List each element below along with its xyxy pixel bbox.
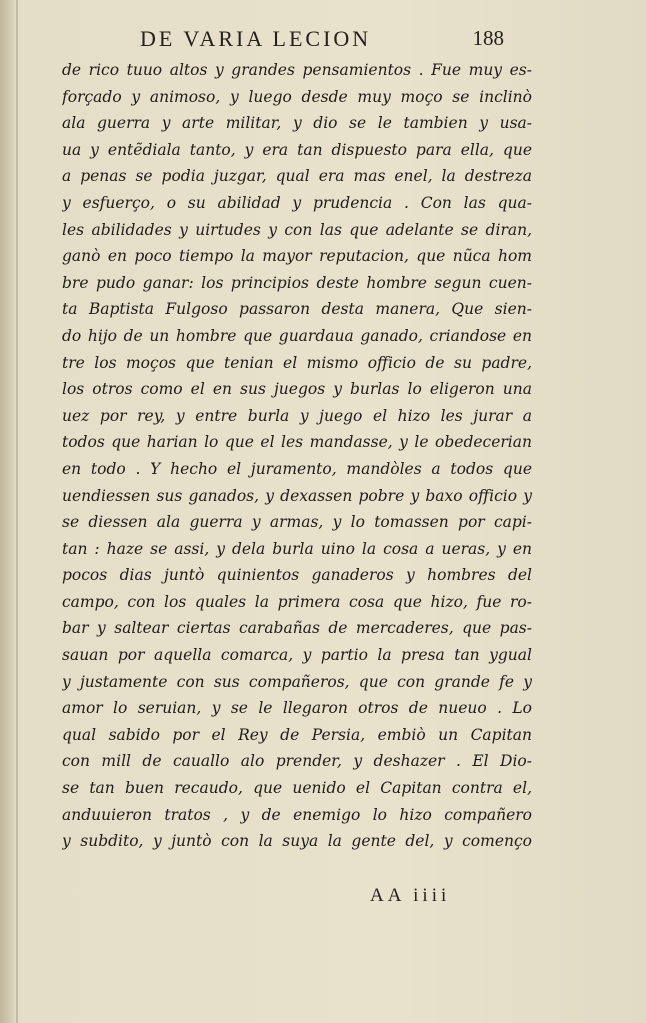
text-line: do hijo de un hombre que guardaua ganado, criandose en xyxy=(62,326,532,345)
text-line: bre pudo ganar: los principios deste hombre segun cuen- xyxy=(62,273,532,292)
text-line: los otros como el en sus juegos y burlas lo eligeron una xyxy=(62,380,532,399)
text-line: tre los moços que tenian el mismo officio de su padre, xyxy=(62,353,532,372)
body-text xyxy=(62,57,532,855)
text-line: a penas se podia juzgar, qual era mas enel, la destreza xyxy=(62,167,532,186)
text-line: ta Baptista Fulgoso passaron desta manera, Que sien- xyxy=(62,300,532,319)
spine-shadow xyxy=(0,0,16,1023)
text-line: les abilidades y uirtudes y con las que adelante se diran, xyxy=(62,220,532,239)
text-line: todos que harian lo que el les mandasse, y le obedecerian xyxy=(62,433,532,452)
text-line: en todo . Y hecho el juramento, mandòles a todos que xyxy=(62,459,532,478)
running-title: DE VARIA LECION xyxy=(140,26,372,51)
text-line: bar y saltear ciertas carabañas de mercaderes, que pas- xyxy=(62,619,532,638)
text-line: se diessen ala guerra y armas, y lo tomassen por capi- xyxy=(62,513,532,532)
text-line: ala guerra y arte militar, y dio se le tambien y usa- xyxy=(62,114,532,133)
text-line: ganò en poco tiempo la mayor reputacion, que nũca hom xyxy=(62,247,532,266)
text-line: tan : haze se assi, y dela burla uino la cosa a ueras, y en xyxy=(62,539,532,558)
page-header xyxy=(140,26,520,52)
text-line: forçado y animoso, y luego desde muy moço se inclinò xyxy=(62,87,532,106)
text-line: pocos dias juntò quinientos ganaderos y hombres del xyxy=(62,566,532,585)
text-line: amor lo seruian, y se le llegaron otros de nueuo . Lo xyxy=(62,699,532,718)
spine-fold xyxy=(16,0,18,1023)
text-line: con mill de cauallo alo prender, y deshazer . El Dio- xyxy=(62,752,532,771)
page-number: 188 xyxy=(472,26,504,50)
text-line: y subdito, y juntò con la suya la gente del, y començo xyxy=(62,832,532,851)
signature-mark: AA iiii xyxy=(370,885,451,906)
text-line: campo, con los quales la primera cosa que hizo, fue ro- xyxy=(62,592,532,611)
text-line: de rico tuuo altos y grandes pensamientos . Fue muy es- xyxy=(62,61,532,79)
text-line: se tan buen recaudo, que uenido el Capitan contra el, xyxy=(62,779,532,798)
text-line: anduuieron tratos , y de enemigo lo hizo compañero xyxy=(62,805,532,824)
text-line: qual sabido por el Rey de Persia, embiò un Capitan xyxy=(62,725,532,744)
text-line: uez por rey, y entre burla y juego el hizo les jurar a xyxy=(62,406,532,425)
text-line: y esfuerço, o su abilidad y prudencia . Con las qua- xyxy=(62,193,532,212)
text-line: y justamente con sus compañeros, que con grande fe y xyxy=(62,672,532,691)
text-line: ua y entẽdiala tanto, y era tan dispuesto para ella, que xyxy=(62,140,532,159)
text-line: sauan por aquella comarca, y partio la presa tan ygual xyxy=(62,646,532,665)
text-line: uendiessen sus ganados, y dexassen pobre y baxo officio y xyxy=(62,486,532,505)
